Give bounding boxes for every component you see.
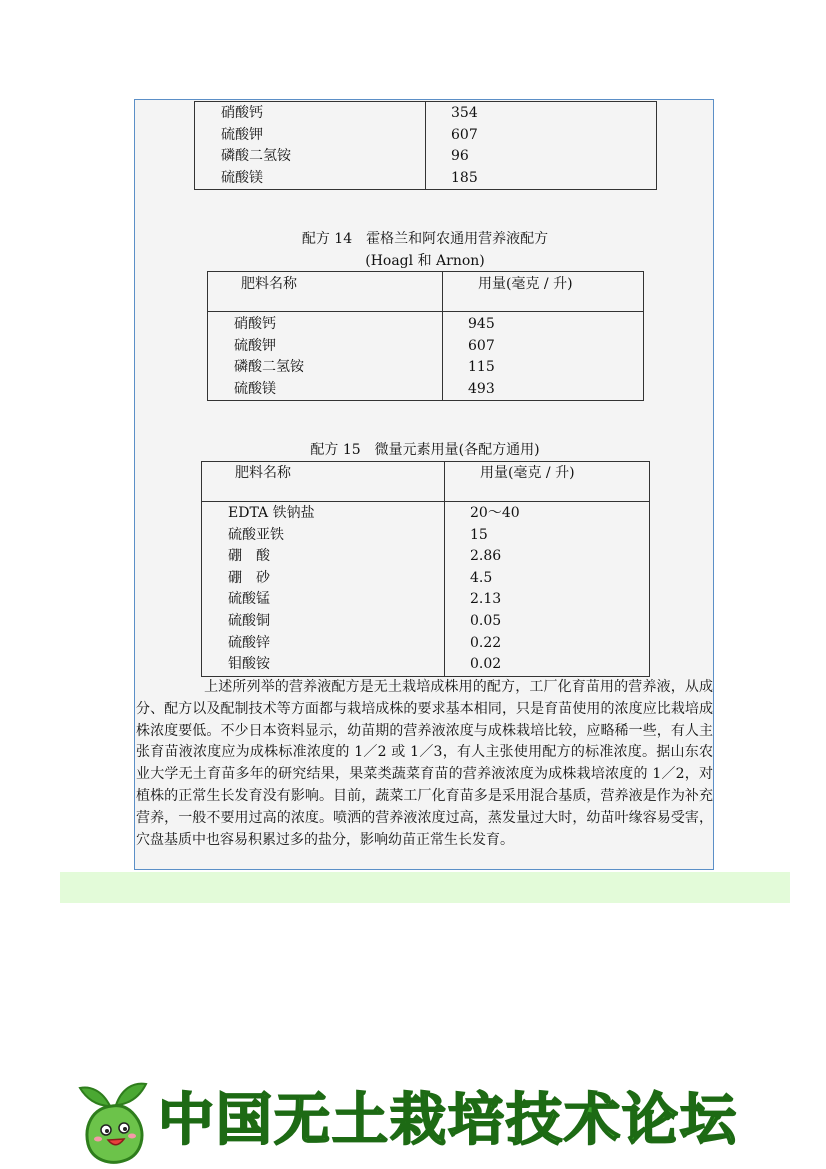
amount-column	[426, 102, 656, 189]
sprout-mascot-icon	[72, 1076, 162, 1168]
row-amount: 0.05	[470, 612, 502, 629]
row-name: 硫酸镁	[234, 380, 276, 397]
name-column	[195, 102, 425, 189]
header-name: 肥料名称	[202, 462, 445, 502]
table-formula15	[201, 461, 650, 677]
row-amount: 4.5	[470, 569, 493, 586]
row-name: 硫酸亚铁	[228, 526, 284, 543]
amount-column	[445, 502, 649, 676]
row-amount: 115	[468, 359, 495, 376]
row-name: 钼酸铵	[228, 656, 270, 673]
row-name: 硝酸钙	[221, 105, 263, 121]
row-name: 磷酸二氢铵	[221, 148, 291, 165]
row-amount: 185	[451, 169, 478, 186]
row-amount: 0.02	[470, 656, 502, 673]
row-name: 硫酸锌	[228, 634, 270, 651]
amount-column	[443, 312, 643, 400]
row-name: EDTA 铁钠盐	[228, 505, 315, 521]
row-name: 硼 砂	[228, 569, 270, 586]
green-band	[60, 872, 790, 903]
table-formula13-continued	[194, 101, 657, 190]
row-name: 硫酸镁	[221, 169, 263, 186]
row-name: 硫酸锰	[228, 591, 270, 608]
row-name: 硼 酸	[228, 548, 270, 565]
row-amount: 493	[468, 380, 495, 397]
body-paragraph	[136, 677, 713, 851]
row-amount: 96	[451, 148, 469, 165]
row-amount: 607	[451, 126, 478, 143]
row-amount: 2.86	[470, 548, 502, 565]
row-amount: 354	[451, 105, 478, 121]
row-name: 硫酸钾	[234, 337, 276, 354]
row-amount: 945	[468, 316, 495, 332]
header-name: 肥料名称	[208, 272, 443, 312]
formula14-title: 配方 14 霍格兰和阿农通用营养液配方	[301, 231, 549, 247]
paragraph-text: 上述所列举的营养液配方是无土栽培成株用的配方，工厂化育苗用的营养液，从成分、配方以及配制技术等方面都与栽培成株的要求基本相同，只是育苗使用的浓度应比栽培成株浓度要低。不少日本资料显示，幼苗期的营养液浓度与成株栽培比较，应略稀一些，有人主张育苗液浓度应为成株标准浓度的 1／2 或 1／3，有人主张使用配方的标准浓度。据山东农业大学无土育苗多年的研究结果，果菜类蔬菜育苗的营养液浓度为成株栽培浓度的 1／2，对植株的正常生长发育没有影响。目前，蔬菜工厂化育苗多是采用混合基质，营养液是作为补充营养，一般不要用过高的浓度。喷洒的营养液浓度过高，蒸发量过大时，幼苗叶缘容易受害，穴盘基质中也容易积累过多的盐分，影响幼苗正常生长发育。	[136, 679, 713, 848]
name-column	[202, 502, 444, 676]
name-column	[208, 312, 442, 400]
formula14-subtitle: (Hoagl 和 Arnon)	[365, 253, 485, 269]
row-amount: 20～40	[470, 505, 520, 521]
row-name: 硫酸铜	[228, 612, 270, 629]
header-amount: 用量(毫克 / 升)	[443, 272, 644, 312]
row-name: 硫酸钾	[221, 126, 263, 143]
content-box	[134, 99, 714, 870]
row-amount: 0.22	[470, 634, 502, 651]
row-amount: 2.13	[470, 591, 502, 608]
header-amount: 用量(毫克 / 升)	[445, 462, 650, 502]
logo-text: 中国无土栽培技术论坛	[158, 1088, 738, 1153]
row-amount: 607	[468, 337, 495, 354]
forum-logo	[72, 1076, 762, 1168]
formula15-title: 配方 15 微量元素用量(各配方通用)	[310, 442, 540, 458]
row-name: 硝酸钙	[234, 316, 276, 332]
table-formula14	[207, 271, 644, 401]
row-amount: 15	[470, 526, 488, 543]
row-name: 磷酸二氢铵	[234, 359, 304, 376]
